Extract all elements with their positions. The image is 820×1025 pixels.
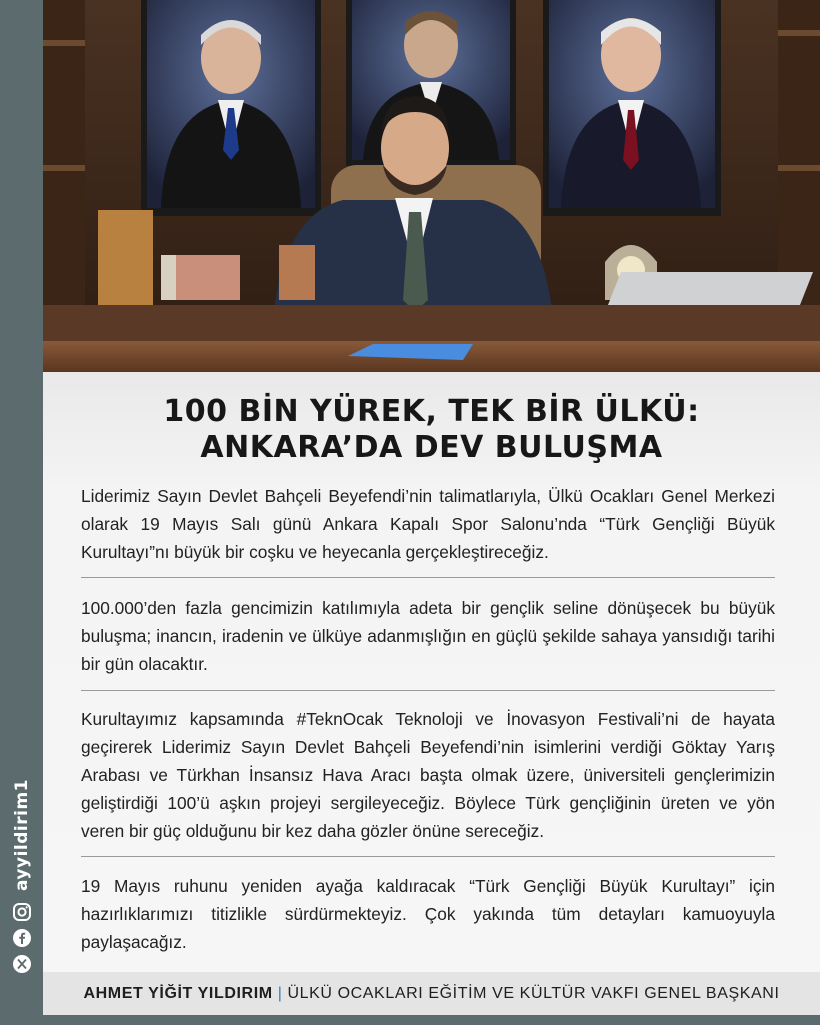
- office-portrait-photo: [43, 0, 820, 372]
- footer-separator: |: [277, 984, 283, 1002]
- paragraph-3: Kurultayımız kapsamında #TeknOcak Teknoloji ve İnovasyon Festivali’ni de hayata geçirerek Liderimiz Sayın Devlet Bahçeli Beyefendi’nin isimlerini verdiği Göktay Yarış Arabası ve Türkhan İnsansız Hava Aracı başta olmak üzere, üniversiteli gençlerimizin geliştirdiği 100’ü aşkın projeyi sergileyeceğiz. Böylece Türk gençliğinin üreten ve yön veren bir güç olduğunu bir kez daha gözler önüne sereceğiz.: [81, 709, 775, 841]
- signature-footer: [43, 972, 820, 1015]
- headline-line-1: 100 BİN YÜREK, TEK BİR ÜLKÜ:: [163, 394, 700, 429]
- social-handle: ayyildirim1: [11, 778, 32, 891]
- facebook-icon[interactable]: [12, 928, 32, 948]
- article-card: [43, 372, 820, 972]
- divider: [81, 577, 775, 578]
- portrait-frame-left: [141, 0, 321, 216]
- bottom-strip: [43, 1015, 820, 1025]
- headline-line-2: ANKARA’DA DEV BULUŞMA: [200, 430, 663, 465]
- social-handle-block: [0, 779, 43, 977]
- office-portrait-illustration: [43, 0, 820, 372]
- instagram-icon[interactable]: [12, 902, 32, 922]
- portrait-frame-right: [543, 0, 721, 216]
- author-role: ÜLKÜ OCAKLARI EĞİTİM VE KÜLTÜR VAKFI GENEL BAŞKANI: [287, 984, 780, 1002]
- x-icon[interactable]: [12, 954, 32, 974]
- paragraph-2: 100.000’den fazla gencimizin katılımıyla adeta bir gençlik seline dönüşecek bu büyük buluşma; inancın, iradenin ve ülküye adanmışlığın en güçlü şekilde sahaya yansıdığı tarihi bir gün olacaktır.: [81, 598, 775, 674]
- divider: [81, 690, 775, 691]
- paragraph-1: Liderimiz Sayın Devlet Bahçeli Beyefendi’nin talimatlarıyla, Ülkü Ocakları Genel Merkezi olarak 19 Mayıs Salı günü Ankara Kapalı Spor Salonu’nda “Türk Gençliği Büyük Kurultayı”nı büyük bir coşku ve heyecanla gerçekleştireceğiz.: [81, 486, 775, 562]
- author-name: AHMET YİĞİT YILDIRIM: [83, 984, 273, 1002]
- paragraph-4: 19 Mayıs ruhunu yeniden ayağa kaldıracak “Türk Gençliği Büyük Kurultayı” için hazırlıklarımızı titizlikle sürdürmekteyiz. Çok yakında tüm detayları kamuoyuyla paylaşacağız.: [81, 876, 775, 952]
- divider: [81, 856, 775, 857]
